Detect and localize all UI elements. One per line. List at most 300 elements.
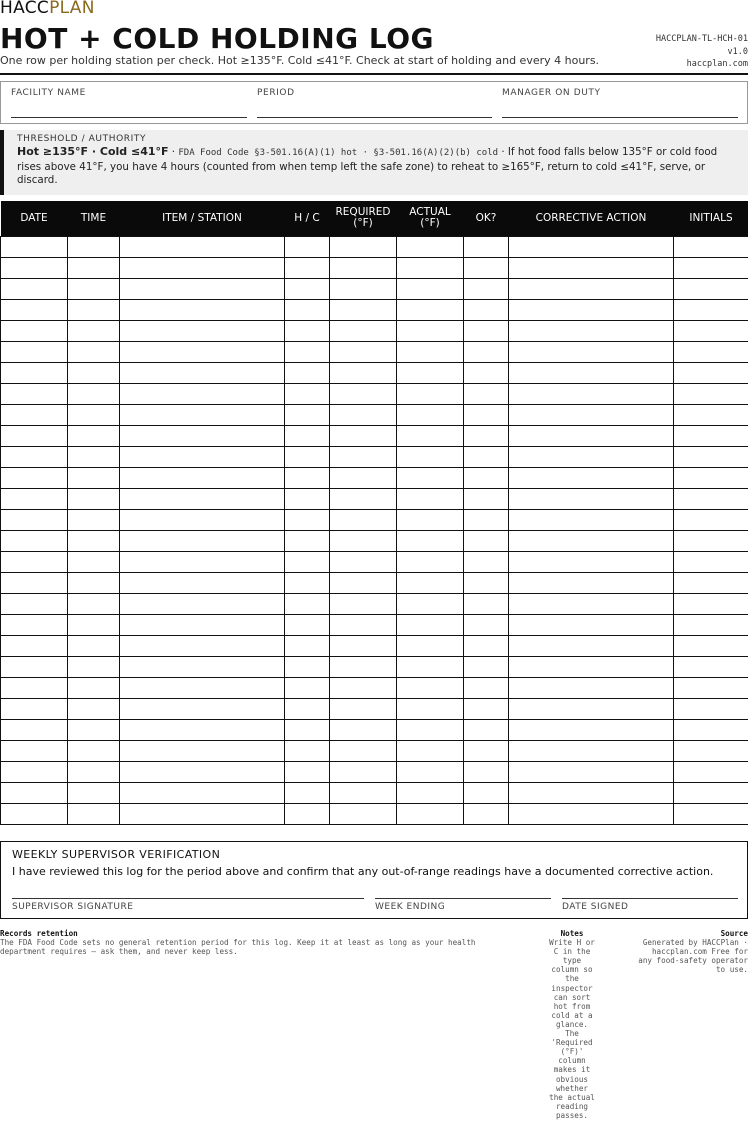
- table-cell[interactable]: [68, 236, 120, 257]
- table-cell[interactable]: [285, 509, 330, 530]
- document-version: v1.0: [727, 46, 748, 57]
- brand-part-2: PLAN: [49, 0, 95, 18]
- table-row: [1, 236, 748, 257]
- table-cell[interactable]: [397, 467, 464, 488]
- table-cell[interactable]: [397, 425, 464, 446]
- table-cell[interactable]: [68, 530, 120, 551]
- table-cell[interactable]: [68, 740, 120, 761]
- table-cell[interactable]: [120, 278, 285, 299]
- table-cell[interactable]: [1, 551, 68, 572]
- table-cell[interactable]: [674, 635, 748, 656]
- table-cell[interactable]: [674, 509, 748, 530]
- table-cell[interactable]: [120, 320, 285, 341]
- retention-title: Records retention: [0, 929, 78, 938]
- table-cell[interactable]: [68, 698, 120, 719]
- table-cell[interactable]: [1, 656, 68, 677]
- table-cell[interactable]: [1, 383, 68, 404]
- table-cell[interactable]: [1, 488, 68, 509]
- table-cell[interactable]: [68, 551, 120, 572]
- table-cell[interactable]: [68, 719, 120, 740]
- table-cell[interactable]: [464, 362, 509, 383]
- table-cell[interactable]: [330, 719, 397, 740]
- table-row: [1, 656, 748, 677]
- table-cell[interactable]: [674, 278, 748, 299]
- table-cell[interactable]: [330, 362, 397, 383]
- table-cell[interactable]: [397, 656, 464, 677]
- table-cell[interactable]: [285, 656, 330, 677]
- notes-title: Notes: [560, 929, 584, 938]
- table-cell[interactable]: [1, 530, 68, 551]
- facility-box: [0, 81, 748, 124]
- table-cell[interactable]: [330, 488, 397, 509]
- table-cell[interactable]: [397, 551, 464, 572]
- table-cell[interactable]: [674, 530, 748, 551]
- table-cell[interactable]: [285, 404, 330, 425]
- table-cell[interactable]: [120, 803, 285, 824]
- table-cell[interactable]: [509, 362, 674, 383]
- table-cell[interactable]: [509, 803, 674, 824]
- table-cell[interactable]: [674, 236, 748, 257]
- table-cell[interactable]: [464, 341, 509, 362]
- table-cell[interactable]: [285, 236, 330, 257]
- date-signed-field[interactable]: [562, 898, 738, 912]
- table-cell[interactable]: [674, 383, 748, 404]
- table-cell[interactable]: [509, 488, 674, 509]
- table-cell[interactable]: [330, 257, 397, 278]
- table-cell[interactable]: [464, 677, 509, 698]
- table-cell[interactable]: [674, 614, 748, 635]
- table-cell[interactable]: [120, 593, 285, 614]
- table-cell[interactable]: [120, 257, 285, 278]
- table-cell[interactable]: [330, 572, 397, 593]
- table-cell[interactable]: [120, 467, 285, 488]
- table-cell[interactable]: [1, 803, 68, 824]
- document-meta: [656, 33, 748, 71]
- table-cell[interactable]: [120, 446, 285, 467]
- document-site: haccplan.com: [686, 59, 748, 69]
- table-cell[interactable]: [397, 677, 464, 698]
- threshold-citation: FDA Food Code §3-501.16(A)(1) hot · §3-501.16(A)(2)(b) cold: [178, 148, 499, 158]
- table-cell[interactable]: [464, 761, 509, 782]
- source-title: Source: [720, 929, 748, 938]
- table-cell[interactable]: [1, 320, 68, 341]
- table-cell[interactable]: [397, 488, 464, 509]
- table-cell[interactable]: [1, 614, 68, 635]
- table-cell[interactable]: [674, 740, 748, 761]
- table-cell[interactable]: [330, 299, 397, 320]
- table-cell[interactable]: [464, 782, 509, 803]
- table-cell[interactable]: [120, 341, 285, 362]
- table-cell[interactable]: [120, 782, 285, 803]
- table-cell[interactable]: [1, 677, 68, 698]
- table-cell[interactable]: [464, 719, 509, 740]
- table-cell[interactable]: [330, 698, 397, 719]
- title-rule: [0, 73, 748, 75]
- source-text: Generated by HACCPlan · haccplan.com Free for any food-safety operator to use.: [638, 938, 748, 975]
- table-cell[interactable]: [330, 383, 397, 404]
- footer-source: [636, 929, 748, 974]
- table-cell[interactable]: [330, 803, 397, 824]
- table-cell[interactable]: [285, 803, 330, 824]
- table-cell[interactable]: [397, 614, 464, 635]
- retention-text: The FDA Food Code sets no general retention period for this log. Keep it at least as long as your health department requires — ask them, and never keep less.: [0, 938, 476, 957]
- table-cell[interactable]: [285, 593, 330, 614]
- table-cell[interactable]: [397, 383, 464, 404]
- table-cell[interactable]: [509, 425, 674, 446]
- table-cell[interactable]: [464, 740, 509, 761]
- table-cell[interactable]: [285, 383, 330, 404]
- table-cell[interactable]: [464, 488, 509, 509]
- table-cell[interactable]: [68, 320, 120, 341]
- table-cell[interactable]: [464, 257, 509, 278]
- table-cell[interactable]: [464, 467, 509, 488]
- table-cell[interactable]: [1, 278, 68, 299]
- table-cell[interactable]: [68, 593, 120, 614]
- table-row: [1, 341, 748, 362]
- table-cell[interactable]: [509, 236, 674, 257]
- table-cell[interactable]: [674, 656, 748, 677]
- table-cell[interactable]: [330, 467, 397, 488]
- table-row: [1, 593, 748, 614]
- table-cell[interactable]: [120, 488, 285, 509]
- table-cell[interactable]: [68, 425, 120, 446]
- table-cell[interactable]: [285, 341, 330, 362]
- table-cell[interactable]: [397, 509, 464, 530]
- table-cell[interactable]: [330, 236, 397, 257]
- table-cell[interactable]: [509, 719, 674, 740]
- table-cell[interactable]: [509, 677, 674, 698]
- period-field[interactable]: [257, 88, 492, 118]
- table-cell[interactable]: [674, 257, 748, 278]
- week-ending-field[interactable]: [375, 898, 551, 912]
- table-cell[interactable]: [674, 719, 748, 740]
- table-cell[interactable]: [285, 425, 330, 446]
- facility-name-field[interactable]: [11, 88, 247, 118]
- table-cell[interactable]: [509, 593, 674, 614]
- table-cell[interactable]: [674, 467, 748, 488]
- table-cell[interactable]: [68, 803, 120, 824]
- table-cell[interactable]: [464, 404, 509, 425]
- table-cell[interactable]: [68, 677, 120, 698]
- table-cell[interactable]: [397, 740, 464, 761]
- table-cell[interactable]: [285, 761, 330, 782]
- table-cell[interactable]: [509, 341, 674, 362]
- table-cell[interactable]: [509, 635, 674, 656]
- table-cell[interactable]: [1, 782, 68, 803]
- table-cell[interactable]: [330, 740, 397, 761]
- table-cell[interactable]: [464, 320, 509, 341]
- page-title: HOT + COLD HOLDING LOG: [0, 22, 435, 55]
- table-cell[interactable]: [120, 299, 285, 320]
- table-cell[interactable]: [330, 509, 397, 530]
- supervisor-signature-field[interactable]: [12, 898, 364, 912]
- table-cell[interactable]: [330, 593, 397, 614]
- table-row: [1, 698, 748, 719]
- table-cell[interactable]: [1, 635, 68, 656]
- table-cell[interactable]: [509, 614, 674, 635]
- table-cell[interactable]: [397, 698, 464, 719]
- table-cell[interactable]: [464, 425, 509, 446]
- threshold-panel: [0, 130, 748, 195]
- table-cell[interactable]: [68, 467, 120, 488]
- table-cell[interactable]: [509, 383, 674, 404]
- table-cell[interactable]: [285, 551, 330, 572]
- table-cell[interactable]: [285, 530, 330, 551]
- table-cell[interactable]: [1, 761, 68, 782]
- table-cell[interactable]: [120, 236, 285, 257]
- table-cell[interactable]: [674, 698, 748, 719]
- table-cell[interactable]: [509, 551, 674, 572]
- table-cell[interactable]: [509, 698, 674, 719]
- table-cell[interactable]: [68, 362, 120, 383]
- table-cell[interactable]: [1, 446, 68, 467]
- col-ok: OK?: [464, 201, 509, 236]
- table-cell[interactable]: [674, 320, 748, 341]
- table-cell[interactable]: [464, 593, 509, 614]
- table-cell[interactable]: [68, 257, 120, 278]
- table-cell[interactable]: [68, 656, 120, 677]
- table-cell[interactable]: [1, 509, 68, 530]
- table-cell[interactable]: [464, 635, 509, 656]
- table-cell[interactable]: [397, 635, 464, 656]
- table-cell[interactable]: [674, 425, 748, 446]
- table-cell[interactable]: [330, 677, 397, 698]
- table-cell[interactable]: [330, 551, 397, 572]
- table-cell[interactable]: [509, 572, 674, 593]
- table-cell[interactable]: [1, 467, 68, 488]
- table-cell[interactable]: [509, 257, 674, 278]
- table-cell[interactable]: [397, 572, 464, 593]
- table-cell[interactable]: [674, 488, 748, 509]
- col-actual: ACTUAL (°F): [397, 201, 464, 236]
- table-cell[interactable]: [1, 572, 68, 593]
- table-cell[interactable]: [397, 446, 464, 467]
- table-cell[interactable]: [68, 299, 120, 320]
- table-cell[interactable]: [285, 677, 330, 698]
- table-cell[interactable]: [120, 362, 285, 383]
- table-row: [1, 257, 748, 278]
- table-cell[interactable]: [397, 593, 464, 614]
- table-row: [1, 761, 748, 782]
- table-cell[interactable]: [1, 299, 68, 320]
- table-cell[interactable]: [509, 446, 674, 467]
- table-cell[interactable]: [68, 278, 120, 299]
- table-cell[interactable]: [120, 740, 285, 761]
- table-cell[interactable]: [674, 341, 748, 362]
- table-cell[interactable]: [397, 782, 464, 803]
- table-cell[interactable]: [285, 362, 330, 383]
- col-corrective-action: CORRECTIVE ACTION: [509, 201, 674, 236]
- table-cell[interactable]: [120, 572, 285, 593]
- table-cell[interactable]: [68, 614, 120, 635]
- table-cell[interactable]: [464, 614, 509, 635]
- table-cell[interactable]: [1, 593, 68, 614]
- table-cell[interactable]: [464, 446, 509, 467]
- table-cell[interactable]: [464, 803, 509, 824]
- table-cell[interactable]: [674, 593, 748, 614]
- table-row: [1, 782, 748, 803]
- table-cell[interactable]: [285, 257, 330, 278]
- col-date: DATE: [1, 201, 68, 236]
- table-cell[interactable]: [330, 320, 397, 341]
- table-cell[interactable]: [397, 362, 464, 383]
- table-cell[interactable]: [285, 299, 330, 320]
- table-cell[interactable]: [120, 530, 285, 551]
- table-cell[interactable]: [397, 257, 464, 278]
- table-cell[interactable]: [464, 530, 509, 551]
- table-cell[interactable]: [120, 719, 285, 740]
- table-cell[interactable]: [464, 656, 509, 677]
- footer-retention: [0, 929, 512, 956]
- table-cell[interactable]: [397, 761, 464, 782]
- table-cell[interactable]: [509, 467, 674, 488]
- table-cell[interactable]: [68, 383, 120, 404]
- table-cell[interactable]: [509, 740, 674, 761]
- table-cell[interactable]: [285, 614, 330, 635]
- table-cell[interactable]: [509, 278, 674, 299]
- table-cell[interactable]: [509, 782, 674, 803]
- table-row: [1, 446, 748, 467]
- table-cell[interactable]: [1, 362, 68, 383]
- table-cell[interactable]: [509, 509, 674, 530]
- table-cell[interactable]: [285, 635, 330, 656]
- col-required: REQUIRED (°F): [330, 201, 397, 236]
- table-cell[interactable]: [330, 404, 397, 425]
- table-row: [1, 299, 748, 320]
- table-cell[interactable]: [397, 320, 464, 341]
- table-cell[interactable]: [285, 572, 330, 593]
- table-cell[interactable]: [120, 656, 285, 677]
- table-cell[interactable]: [330, 425, 397, 446]
- table-cell[interactable]: [397, 530, 464, 551]
- table-cell[interactable]: [464, 383, 509, 404]
- table-cell[interactable]: [509, 299, 674, 320]
- table-cell[interactable]: [674, 446, 748, 467]
- verification-title: WEEKLY SUPERVISOR VERIFICATION: [12, 848, 221, 861]
- table-cell[interactable]: [509, 320, 674, 341]
- table-cell[interactable]: [1, 257, 68, 278]
- table-cell[interactable]: [120, 614, 285, 635]
- table-cell[interactable]: [1, 341, 68, 362]
- table-cell[interactable]: [120, 635, 285, 656]
- table-cell[interactable]: [68, 446, 120, 467]
- table-cell[interactable]: [68, 782, 120, 803]
- table-cell[interactable]: [285, 320, 330, 341]
- table-cell[interactable]: [120, 551, 285, 572]
- table-cell[interactable]: [68, 404, 120, 425]
- table-cell[interactable]: [68, 341, 120, 362]
- table-cell[interactable]: [674, 362, 748, 383]
- table-cell[interactable]: [397, 404, 464, 425]
- table-cell[interactable]: [120, 677, 285, 698]
- table-cell[interactable]: [397, 719, 464, 740]
- table-cell[interactable]: [68, 509, 120, 530]
- table-cell[interactable]: [397, 299, 464, 320]
- table-cell[interactable]: [330, 530, 397, 551]
- table-cell[interactable]: [285, 782, 330, 803]
- table-cell[interactable]: [397, 341, 464, 362]
- table-cell[interactable]: [674, 803, 748, 824]
- table-cell[interactable]: [330, 446, 397, 467]
- table-cell[interactable]: [68, 488, 120, 509]
- table-cell[interactable]: [674, 572, 748, 593]
- table-cell[interactable]: [285, 446, 330, 467]
- week-ending-label: WEEK ENDING: [375, 902, 446, 912]
- table-row: [1, 719, 748, 740]
- table-cell[interactable]: [330, 656, 397, 677]
- manager-label: MANAGER ON DUTY: [502, 88, 601, 98]
- table-cell[interactable]: [1, 404, 68, 425]
- table-cell[interactable]: [330, 635, 397, 656]
- table-cell[interactable]: [120, 509, 285, 530]
- table-cell[interactable]: [464, 698, 509, 719]
- table-cell[interactable]: [68, 572, 120, 593]
- table-cell[interactable]: [1, 236, 68, 257]
- table-cell[interactable]: [1, 425, 68, 446]
- table-cell[interactable]: [674, 677, 748, 698]
- table-cell[interactable]: [330, 278, 397, 299]
- table-cell[interactable]: [674, 782, 748, 803]
- table-cell[interactable]: [674, 761, 748, 782]
- table-cell[interactable]: [330, 761, 397, 782]
- facility-name-label: FACILITY NAME: [11, 88, 86, 98]
- table-cell[interactable]: [509, 656, 674, 677]
- table-cell[interactable]: [68, 761, 120, 782]
- table-cell[interactable]: [397, 236, 464, 257]
- table-cell[interactable]: [509, 404, 674, 425]
- table-cell[interactable]: [120, 425, 285, 446]
- table-cell[interactable]: [464, 551, 509, 572]
- table-cell[interactable]: [464, 509, 509, 530]
- table-cell[interactable]: [464, 572, 509, 593]
- brand-part-1: HACC: [0, 0, 50, 18]
- table-cell[interactable]: [285, 467, 330, 488]
- table-cell[interactable]: [674, 299, 748, 320]
- table-row: [1, 488, 748, 509]
- table-cell[interactable]: [285, 740, 330, 761]
- table-cell[interactable]: [330, 341, 397, 362]
- table-cell[interactable]: [120, 404, 285, 425]
- table-cell[interactable]: [464, 278, 509, 299]
- table-cell[interactable]: [1, 719, 68, 740]
- table-cell[interactable]: [464, 236, 509, 257]
- table-row: [1, 677, 748, 698]
- table-cell[interactable]: [464, 299, 509, 320]
- table-body: [1, 236, 748, 824]
- table-cell[interactable]: [285, 278, 330, 299]
- table-cell[interactable]: [285, 719, 330, 740]
- table-cell[interactable]: [330, 782, 397, 803]
- table-cell[interactable]: [285, 698, 330, 719]
- table-cell[interactable]: [674, 551, 748, 572]
- table-row: [1, 614, 748, 635]
- table-cell[interactable]: [330, 614, 397, 635]
- verification-statement: I have reviewed this log for the period above and confirm that any out-of-range readings have a documented corrective action.: [12, 865, 714, 878]
- table-cell[interactable]: [285, 488, 330, 509]
- table-cell[interactable]: [120, 698, 285, 719]
- table-cell[interactable]: [68, 635, 120, 656]
- manager-field[interactable]: [502, 88, 738, 118]
- table-cell[interactable]: [674, 404, 748, 425]
- table-cell[interactable]: [509, 761, 674, 782]
- table-cell[interactable]: [397, 278, 464, 299]
- table-cell[interactable]: [509, 530, 674, 551]
- table-cell[interactable]: [1, 740, 68, 761]
- table-cell[interactable]: [120, 383, 285, 404]
- table-cell[interactable]: [1, 698, 68, 719]
- table-cell[interactable]: [120, 761, 285, 782]
- table-cell[interactable]: [397, 803, 464, 824]
